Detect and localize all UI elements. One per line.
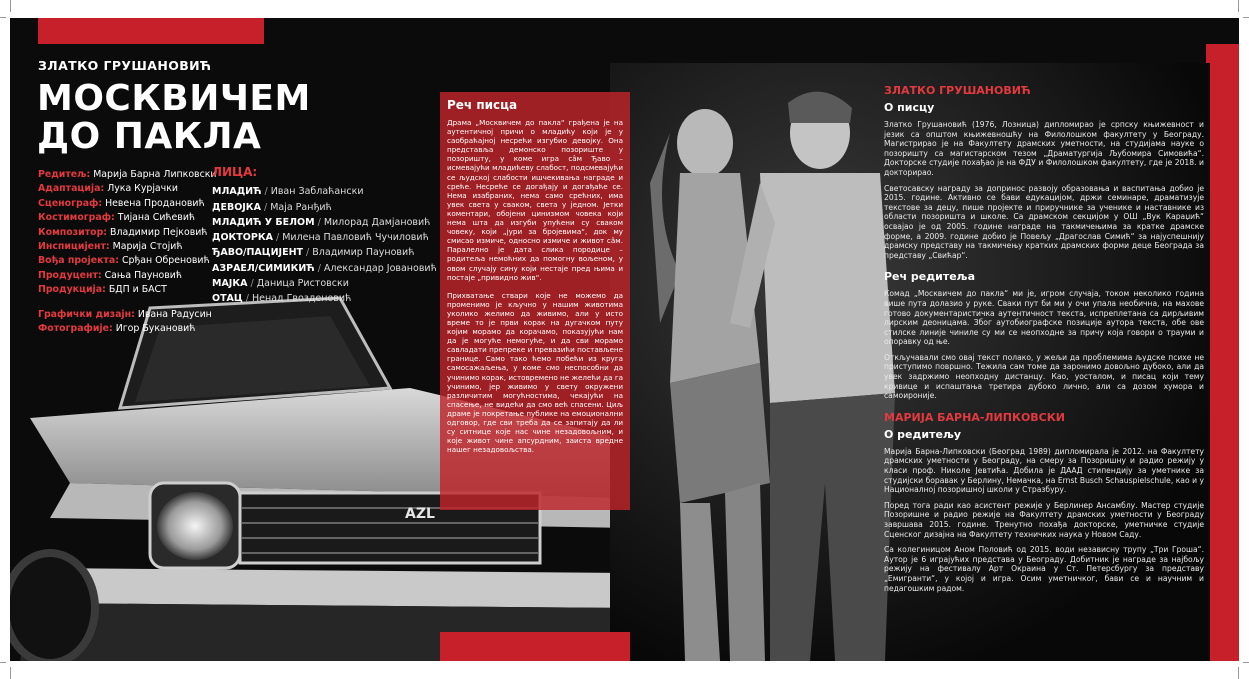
cast-role: АЗРАЕЛ/СИМИКИЋ bbox=[212, 262, 315, 274]
credit-label: Костимограф: bbox=[38, 212, 115, 224]
credit-row bbox=[38, 254, 217, 268]
right-red-strip bbox=[1206, 44, 1239, 661]
cast-row bbox=[212, 291, 437, 306]
top-red-bar bbox=[38, 18, 264, 44]
about-writer-heading: О писцу bbox=[884, 101, 935, 114]
writer-note-paragraph: Прихватање ствари које не можемо да променимо је кључно у нашим животима уколико желимо да живимо, али у исто време то је први корак на дугачком путу којим морамо да корачамо, показујући нам да је могуће немогуће, и да сви морамо савладати препреке и превазићи постављене границе. Само тако ћемо побећи из круга самосажаљења, у коме смо неспособни да учинимо корак, истовремено не желећи да га учинимо, јер живимо у свету окружени различитим могућностима, чекајући на спасење, не видећи да смо већ спасени. Циљ драме је покретање публике на емоционални одговор, где сви треба да се запитају да ли су ситнице које нас чине незадовољним, и које живот чине апсурдним, заиста вредне нашег незадовољства. bbox=[447, 290, 623, 455]
credit-label: Продуцент: bbox=[38, 269, 102, 281]
cast-row bbox=[212, 245, 437, 260]
credit-row bbox=[38, 240, 217, 254]
credit-value: Лука Курјачки bbox=[107, 183, 178, 195]
director-bio-paragraph: Поред тога ради као асистент режије у Берлинер Ансамблу. Мастер студије Позоришне и радио режије на Факултету драмских уметности у Београду завршава 2015. године. Тренутно похађа докторске, уметничке студије Сценског дизајна на Факултету техничких наука у Новом Саду. bbox=[884, 500, 1204, 539]
credit-label: Редитељ: bbox=[38, 169, 91, 180]
writer-bio-paragraph: Светосавску награду за допринос развоју образовања и васпитања добио је 2015. године. Активно се бави едукацијом, држи семинаре, драматизује текстове за децу, пише пројекте и приручнике за ученике и наставнике из области позоришта и школе. Са драмском секцијом у ОШ „Вук Караџић“ освајао је од 2005. године награде на такмичењима за кратке драмске форме, а 2009. године добио је Повељу „Драгослав Симић“ за најуспешнију драмску представу на такмичењу кратких драмских форми деце Београда за представу „Свићар“. bbox=[884, 183, 1204, 260]
credit-label: Графички дизајн: bbox=[38, 308, 135, 320]
cast-role: ДОКТОРКА bbox=[212, 232, 273, 244]
cast-actor: Милена Павловић Чучиловић bbox=[282, 232, 429, 244]
director-note-paragraph: Комад „Москвичем до пакла“ ми је, игром случаја, током неколико година више пута долазио у руке. Сваки пут би ми у очи упала необична, на махове готово документаристичка аутентичност текста, испреплетана са дирљивим лирским деоницама. Због аутобиографске позиције аутора текста, обе ове стилске линије чиниле су ми се неопходне за причу која говори о трауми и опоравку од ње. bbox=[884, 289, 1204, 347]
director-note-paragraph: Откључавали смо овај текст полако, у жељи да проблемима људске психе не приступимо површно. Тежила сам томе да заронимо довољно дубоко, али да увек задржимо неопходну дистанцу. Као, уосталом, и писац који тему кривице и испаштања третира дубоко лично, али са дозом хумора и самоиронијe. bbox=[884, 352, 1204, 401]
crop-mark bbox=[0, 662, 6, 663]
cast-actor: Милорад Дамјановић bbox=[323, 216, 431, 228]
credit-value: Ивана Радусин bbox=[137, 308, 212, 320]
credit-label: Фотографије: bbox=[38, 323, 113, 335]
cast-row bbox=[212, 200, 437, 215]
credit-row bbox=[38, 269, 217, 283]
car-badge-text: AZL bbox=[405, 506, 435, 522]
director-bio-paragraph: Са колегиницом Аном Половић од 2015. води независну трупу „Три Гроша“. Аутор је 6 играјућих представа у Београду. Добитник је награде за најбољу режију на фестивалу Арт Окраина у Ст. Петерсбургу за представу „Емигранти“, у којој и игра. Осим уметничког, бави се и научним и педагошким радом. bbox=[884, 545, 1204, 593]
cast-row bbox=[212, 184, 437, 199]
cast-list bbox=[212, 165, 437, 307]
credit-row bbox=[38, 283, 217, 297]
credit-label: Сценограф: bbox=[38, 197, 103, 209]
director-name-heading: МАРИЈА БАРНА-ЛИПКОВСКИ bbox=[884, 410, 1065, 424]
director-note-heading: Реч редитеља bbox=[884, 270, 975, 284]
about-director-heading: О редитељу bbox=[884, 427, 962, 441]
credit-label: Вођа пројекта: bbox=[38, 255, 119, 267]
bottom-red-bar bbox=[440, 632, 630, 661]
title-line: ДО ПАКЛА bbox=[37, 116, 262, 157]
play-title bbox=[37, 80, 311, 156]
author-name: ЗЛАТКО ГРУШАНОВИЋ bbox=[38, 58, 212, 73]
cast-actor: Владимир Пауновић bbox=[312, 247, 415, 259]
credit-label: Адаптација: bbox=[38, 183, 105, 195]
cast-role: МАЈКА bbox=[212, 278, 248, 290]
credit-value: Сања Пауновић bbox=[104, 269, 183, 281]
cast-role: МЛАДИЋ bbox=[212, 186, 262, 198]
cast-separator: / bbox=[245, 293, 249, 305]
cast-row bbox=[212, 261, 437, 276]
credit-row bbox=[38, 182, 217, 196]
director-bio-paragraph: Марија Барна-Липковски (Београд 1989) дипломирала је 2012. на Факултету драмских уметности у Београду, на смеру за Позоришну и радио режију у класи проф. Николе Јевтића. Добила је ДААД стипендију за уметнике за студијски боравак у Берлину, Немачка, на Ernst Busch Schauspielschule, као и у Националној позоришној школи у Стразбуру. bbox=[884, 446, 1204, 495]
writer-bio-paragraph: Златко Грушановић (1976, Лозница) дипломирао је српску књижевност и језик са општом књижевношћу на Филолошком факултету у Београду. Магистрирао је на Факултету драмских уметности, на студијама науке о позоришту са магистарском тезом „Драматургија Љубомира Симовића“. Докторске студије похађао је на ФДУ и Филолошком факултету, где је 2018. и докторирао. bbox=[884, 120, 1204, 177]
cast-role: МЛАДИЋ У БЕЛОМ bbox=[212, 216, 315, 228]
cast-separator: / bbox=[250, 278, 254, 290]
credits-list bbox=[38, 168, 217, 336]
cast-separator: / bbox=[317, 262, 321, 274]
cast-actor: Маја Ранђић bbox=[270, 201, 332, 213]
cast-row bbox=[212, 276, 437, 291]
cast-row bbox=[212, 215, 437, 230]
cast-row bbox=[212, 230, 437, 245]
crop-mark bbox=[1238, 0, 1239, 12]
credit-value: БДП и БАСТ bbox=[108, 284, 167, 296]
cast-separator: / bbox=[275, 232, 280, 244]
writer-name-heading: ЗЛАТКО ГРУШАНОВИЋ bbox=[884, 84, 1031, 97]
credit-row bbox=[38, 211, 217, 225]
crop-mark bbox=[1243, 662, 1249, 663]
cast-role: ЂАВО/ПАЦИЈЕНТ bbox=[212, 247, 304, 259]
credit-row bbox=[38, 168, 217, 182]
cast-separator: / bbox=[306, 247, 310, 259]
credit-value: Игор Букановић bbox=[115, 323, 196, 335]
bio-column bbox=[884, 84, 1204, 599]
cast-role: ДЕВОЈКА bbox=[212, 201, 261, 213]
credit-value: Владимир Пејковић bbox=[110, 226, 208, 238]
crop-mark bbox=[10, 667, 11, 679]
credit-row bbox=[38, 308, 217, 322]
crop-mark bbox=[1243, 17, 1249, 18]
credit-value: Марија Барна Липковски bbox=[93, 169, 217, 180]
credit-label: Инспицијент: bbox=[38, 241, 110, 253]
credit-row bbox=[38, 226, 217, 240]
writer-note-heading: Реч писца bbox=[447, 98, 518, 112]
cast-actor: Иван Заблаћански bbox=[270, 186, 364, 198]
credit-value: Марија Стојић bbox=[112, 241, 183, 253]
brochure-spread bbox=[10, 18, 1239, 661]
credit-value: Срђан Обреновић bbox=[121, 255, 210, 267]
cast-separator: / bbox=[317, 216, 321, 228]
crop-mark bbox=[10, 0, 11, 12]
cast-actor: Александар Јовановић bbox=[323, 262, 437, 274]
writer-note-box bbox=[440, 92, 630, 510]
credit-value: Невена Продановић bbox=[105, 197, 205, 209]
title-line: МОСКВИЧЕМ bbox=[37, 78, 311, 119]
cast-actor: Ненад Гвозденовић bbox=[252, 293, 352, 305]
credit-row bbox=[38, 197, 217, 211]
cast-actor: Даница Ристовски bbox=[256, 278, 349, 290]
credit-label: Композитор: bbox=[38, 226, 108, 238]
crop-mark bbox=[0, 17, 6, 18]
cast-heading: ЛИЦА: bbox=[212, 165, 258, 179]
cast-separator: / bbox=[263, 201, 268, 213]
crop-mark bbox=[1238, 667, 1239, 679]
cast-separator: / bbox=[264, 186, 268, 198]
cast-role: ОТАЦ bbox=[212, 293, 243, 305]
credit-label: Продукција: bbox=[38, 284, 106, 296]
writer-note-paragraph: Драма „Москвичем до пакла“ грађена је на аутентичној причи о младићу који је у саобраћајној несрећи изгубио девојку. Она представља демонско позориште у позоришту, у коме игра сâм Ђаво – исмевајући младићеву слабост, подсмевајући се људској слабости ишчекивања награде и среће. Несреће се догађају и догађаће се. Нема изабраних, нема само срећних, има увек света у сваком, света у једном. Јетки коментари, обојени цинизмом човека који нема шта да изгуби упућени су сваком човеку, који „јури за бројевима“, док му смисао измиче, односно измиче и живот сâм. Паралелно је дата слика породице – родитеља немоћних да помогну вољеном, у овом случају сину који нестаје пред њима и постаје „привидно жив“. bbox=[447, 118, 623, 282]
credit-row bbox=[38, 322, 217, 336]
credit-value: Тијана Сићевић bbox=[117, 212, 196, 224]
